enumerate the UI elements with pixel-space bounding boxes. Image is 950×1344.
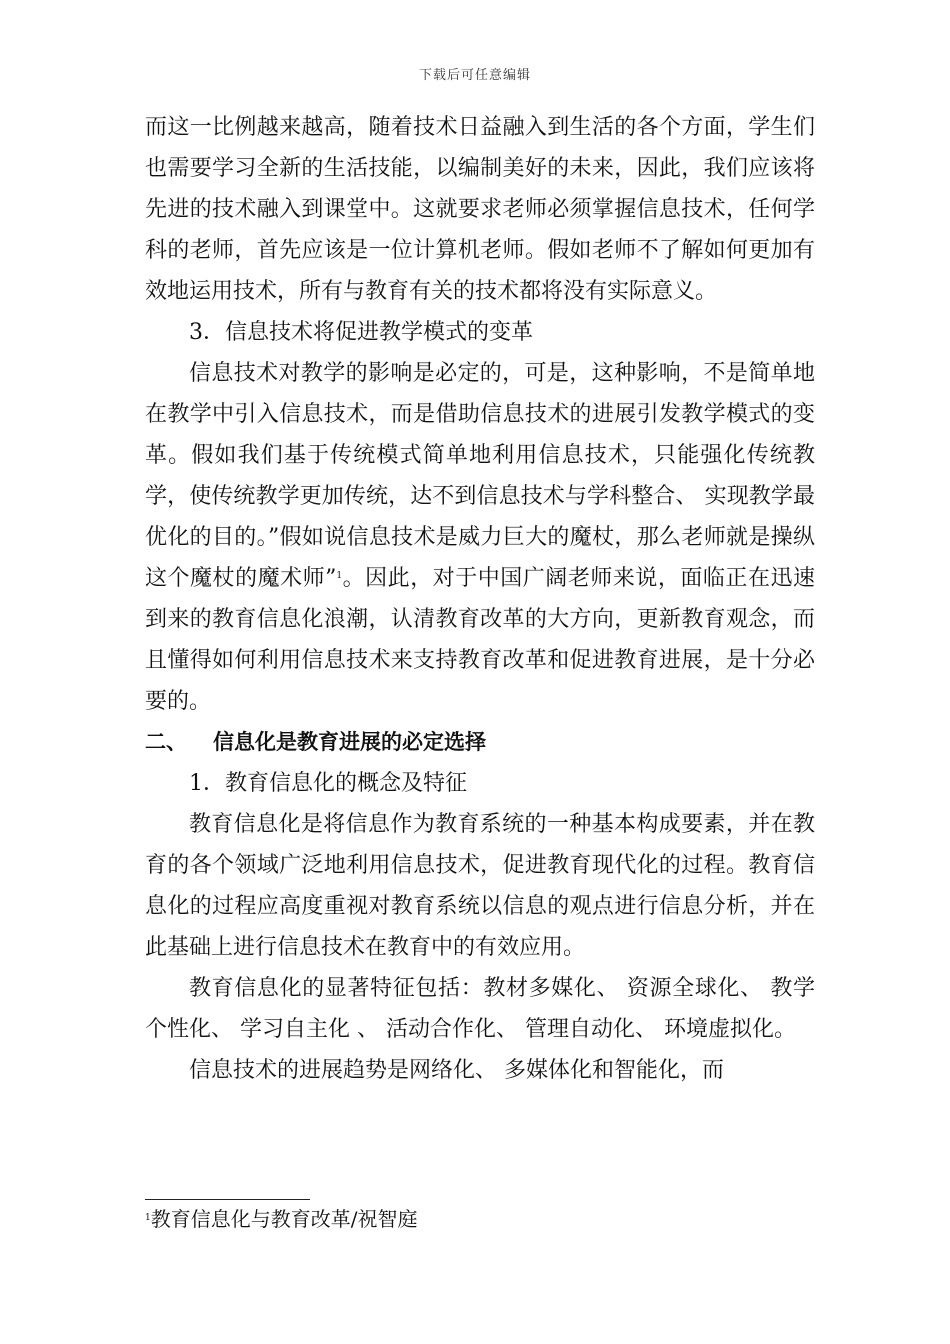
footnote-text: 教育信息化与教育改革/祝智庭: [150, 1207, 418, 1231]
paragraph-continued: 而这一比例越来越高，随着技术日益融入到生活的各个方面，学生们也需要学习全新的生活技能，以编制美好的未来，因此，我们应该将先进的技术融入到课堂中。这就要求老师必须掌握信息技术，任何学科的老师，首先应该是一位计算机老师。假如老师不了解如何更加有效地运用技术，所有与教育有关的技术都将没有实际意义。: [145, 115, 815, 304]
subheading-1: 1．教育信息化的概念及特征: [189, 771, 467, 796]
section-heading-number: 二、: [145, 730, 187, 754]
footnote: [145, 1205, 417, 1233]
document-body: [145, 107, 815, 1091]
paragraph-trend: 信息技术的进展趋势是网络化、 多媒体化和智能化，而: [189, 1058, 724, 1083]
page-header-note: 下载后可任意编辑: [418, 68, 531, 83]
section-heading-title: 信息化是教育进展的必定选择: [213, 730, 486, 754]
paragraph-teaching-model-part2: 。因此，对于中国广阔老师来说，面临正在迅速到来的教育信息化浪潮，认清教育改革的大方向，更新教育观念，而且懂得如何利用信息技术来支持教育改革和促进教育进展，是十分必要的。: [145, 566, 815, 714]
footnote-divider: [145, 1199, 310, 1200]
section-heading-2: [145, 722, 815, 763]
subheading-3: 3．信息技术将促进教学模式的变革: [189, 320, 533, 345]
paragraph-teaching-model: [145, 353, 815, 722]
footnote-mark: 1: [145, 1213, 151, 1223]
paragraph-teaching-model-part1: 信息技术对教学的影响是必定的，可是，这种影响，不是简单地在教学中引入信息技术，而是借助信息技术的进展引发教学模式的变革。假如我们基于传统模式简单地利用信息技术，只能强化传统教学，使传统教学更加传统，达不到信息技术与学科整合、 实现教学最优化的目的。”假如说信息技术是威力巨大的魔杖，那么老师就是操纵这个魔杖的魔术师”: [145, 361, 815, 591]
paragraph-definition: 教育信息化是将信息作为教育系统的一种基本构成要素，并在教育的各个领域广泛地利用信息技术，促进教育现代化的过程。教育信息化的过程应高度重视对教育系统以信息的观点进行信息分析，并在此基础上进行信息技术在教育中的有效应用。: [145, 812, 815, 960]
paragraph-features: 教育信息化的显著特征包括：教材多媒化、 资源全球化、 教学个性化、 学习自主化 、 活动合作化、 管理自动化、 环境虚拟化。: [145, 976, 815, 1042]
footnote-reference: 1: [336, 571, 343, 581]
